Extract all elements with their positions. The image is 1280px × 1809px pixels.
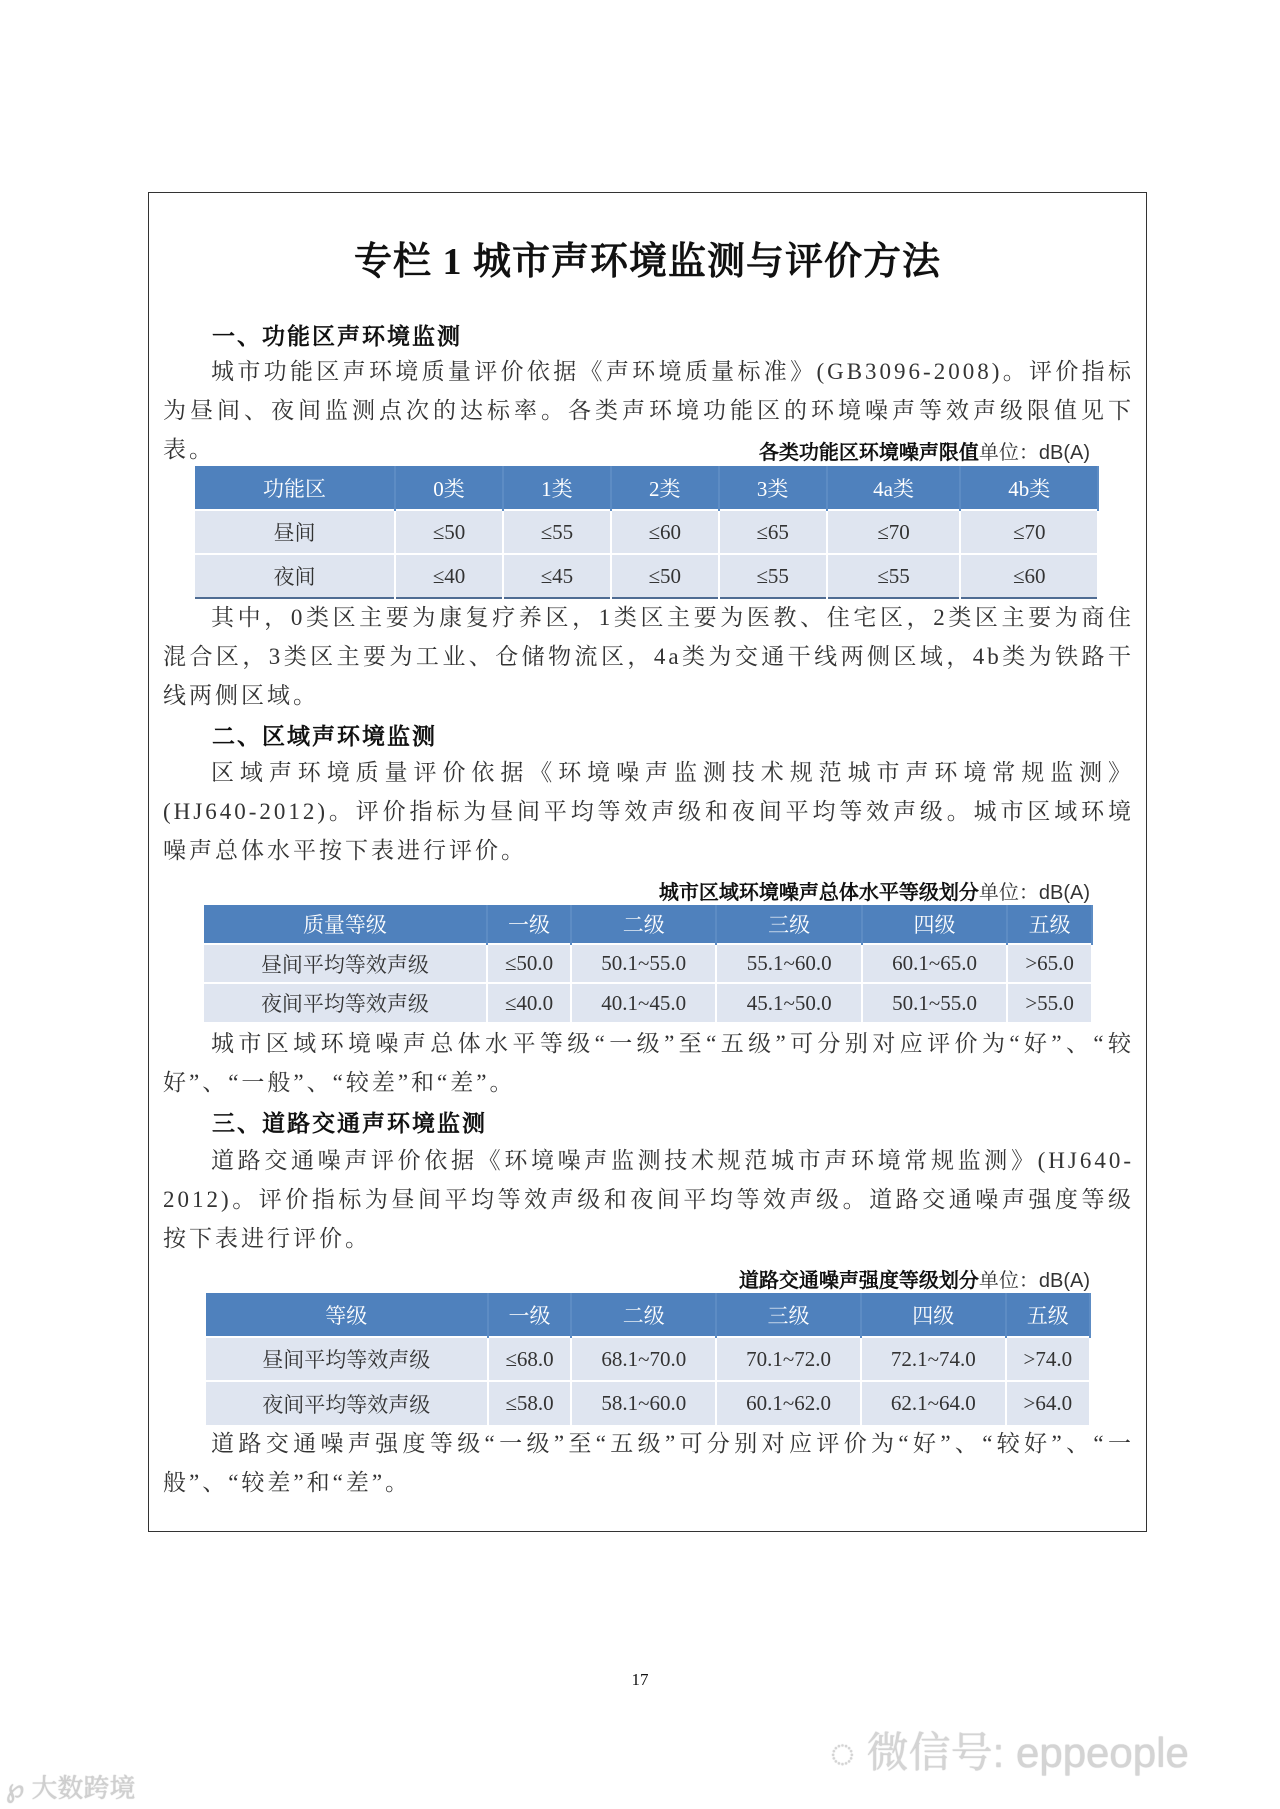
header-cell: 2类 <box>611 466 719 510</box>
cell: ≤40 <box>395 554 503 598</box>
section1-heading: 一、功能区声环境监测 <box>212 324 462 349</box>
header-cell: 4b类 <box>960 466 1098 510</box>
cell: 50.1~55.0 <box>571 944 716 983</box>
cell: 58.1~60.0 <box>571 1381 716 1425</box>
table-row <box>204 944 1092 983</box>
wechat-icon: ◌ <box>830 1729 867 1776</box>
table1-caption-unit: 单位：dB(A) <box>978 442 1090 464</box>
cell: >65.0 <box>1007 944 1092 983</box>
table-function-zone-limits <box>195 466 1099 599</box>
section3-heading: 三、道路交通声环境监测 <box>212 1111 487 1136</box>
header-cell: 等级 <box>206 1293 488 1337</box>
cell: 68.1~70.0 <box>571 1337 716 1381</box>
cell: 55.1~60.0 <box>716 944 861 983</box>
table-row <box>206 1337 1090 1381</box>
header-cell: 功能区 <box>195 466 395 510</box>
section1-para2: 其中，0类区主要为康复疗养区，1类区主要为医教、住宅区，2类区主要为商住混合区，3类区主要为工业、仓储物流区，4a类为交通干线两侧区域，4b类为铁路干线两侧区域。 <box>163 605 1134 708</box>
header-cell: 一级 <box>488 1293 572 1337</box>
cell: 40.1~45.0 <box>571 983 716 1022</box>
cell: 62.1~64.0 <box>861 1381 1006 1425</box>
header-cell: 三级 <box>716 905 861 944</box>
cell: 72.1~74.0 <box>861 1337 1006 1381</box>
cell: 60.1~65.0 <box>862 944 1007 983</box>
header-cell: 4a类 <box>827 466 961 510</box>
table3-caption <box>739 1264 1090 1293</box>
header-cell: 四级 <box>861 1293 1006 1337</box>
cell: >64.0 <box>1006 1381 1090 1425</box>
cell: 夜间 <box>195 554 395 598</box>
cell: 45.1~50.0 <box>716 983 861 1022</box>
wechat-watermark-text: 微信号: eppeople <box>866 1729 1189 1776</box>
table-row <box>195 554 1098 598</box>
cell: ≤70 <box>960 510 1098 554</box>
section2-para2: 城市区域环境噪声总体水平等级“一级”至“五级”可分别对应评价为“好”、“较好”、“一般”、“较差”和“差”。 <box>163 1031 1134 1095</box>
cell: >74.0 <box>1006 1337 1090 1381</box>
header-cell: 1类 <box>503 466 611 510</box>
cell: ≤65 <box>719 510 827 554</box>
table-header-row <box>195 466 1098 510</box>
cell: 昼间平均等效声级 <box>206 1337 488 1381</box>
cell: 昼间平均等效声级 <box>204 944 487 983</box>
cell: 夜间平均等效声级 <box>204 983 487 1022</box>
brand-watermark <box>6 1768 135 1805</box>
header-cell: 三级 <box>716 1293 861 1337</box>
header-cell: 3类 <box>719 466 827 510</box>
cell: ≤60 <box>611 510 719 554</box>
cell: ≤55 <box>503 510 611 554</box>
section1-para1: 城市功能区声环境质量评价依据《声环境质量标准》(GB3096-2008)。评价指标为昼间、夜间监测点次的达标率。各类声环境功能区的环境噪声等效声级限值见下表。 <box>163 359 1134 462</box>
page-title: 专栏 1 城市声环境监测与评价方法 <box>353 241 941 283</box>
cell: ≤50 <box>611 554 719 598</box>
cell: ≤60 <box>960 554 1098 598</box>
cell: 50.1~55.0 <box>862 983 1007 1022</box>
cell: 夜间平均等效声级 <box>206 1381 488 1425</box>
table-row <box>206 1381 1090 1425</box>
cell: ≤55 <box>719 554 827 598</box>
table-header-row <box>204 905 1092 944</box>
header-cell: 四级 <box>862 905 1007 944</box>
table-road-traffic-noise-grades <box>206 1293 1091 1425</box>
cell: 60.1~62.0 <box>716 1381 861 1425</box>
table-header-row <box>206 1293 1090 1337</box>
cell: ≤55 <box>827 554 961 598</box>
header-cell: 一级 <box>487 905 571 944</box>
section3-para2: 道路交通噪声强度等级“一级”至“五级”可分别对应评价为“好”、“较好”、“一般”、“较差”和“差”。 <box>163 1431 1134 1495</box>
table3-caption-title: 道路交通噪声强度等级划分 <box>738 1270 979 1292</box>
section3-para1: 道路交通噪声评价依据《环境噪声监测技术规范城市声环境常规监测》(HJ640-2012)。评价指标为昼间平均等效声级和夜间平均等效声级。道路交通噪声强度等级按下表进行评价。 <box>163 1148 1134 1251</box>
cell: ≤70 <box>827 510 961 554</box>
section2-heading: 二、区域声环境监测 <box>212 724 437 749</box>
table-row <box>204 983 1092 1022</box>
table2-caption-title: 城市区域环境噪声总体水平等级划分 <box>658 882 979 904</box>
brand-watermark-text: 大数跨境 <box>31 1773 136 1803</box>
cell: ≤50.0 <box>487 944 571 983</box>
table1-caption <box>759 436 1090 465</box>
cell: 70.1~72.0 <box>716 1337 861 1381</box>
table3-caption-unit: 单位：dB(A) <box>978 1270 1090 1292</box>
cell: >55.0 <box>1007 983 1092 1022</box>
cell: ≤68.0 <box>488 1337 572 1381</box>
table-regional-noise-grades <box>204 905 1093 1022</box>
cell: ≤50 <box>395 510 503 554</box>
brand-logo-icon: ℘ <box>6 1773 32 1803</box>
header-cell: 0类 <box>395 466 503 510</box>
table1-caption-title: 各类功能区环境噪声限值 <box>758 442 979 464</box>
cell: ≤40.0 <box>487 983 571 1022</box>
section2-para1: 区域声环境质量评价依据《环境噪声监测技术规范城市声环境常规监测》(HJ640-2012)。评价指标为昼间平均等效声级和夜间平均等效声级。城市区域环境噪声总体水平按下表进行评价。 <box>163 760 1134 863</box>
header-cell: 二级 <box>571 905 716 944</box>
header-cell: 五级 <box>1007 905 1092 944</box>
table2-caption <box>659 876 1090 905</box>
cell: 昼间 <box>195 510 395 554</box>
cell: ≤45 <box>503 554 611 598</box>
page-number: 17 <box>631 1670 649 1689</box>
header-cell: 五级 <box>1006 1293 1090 1337</box>
table-row <box>195 510 1098 554</box>
header-cell: 质量等级 <box>204 905 487 944</box>
wechat-watermark <box>830 1720 1189 1780</box>
table2-caption-unit: 单位：dB(A) <box>978 882 1090 904</box>
header-cell: 二级 <box>571 1293 716 1337</box>
cell: ≤58.0 <box>488 1381 572 1425</box>
